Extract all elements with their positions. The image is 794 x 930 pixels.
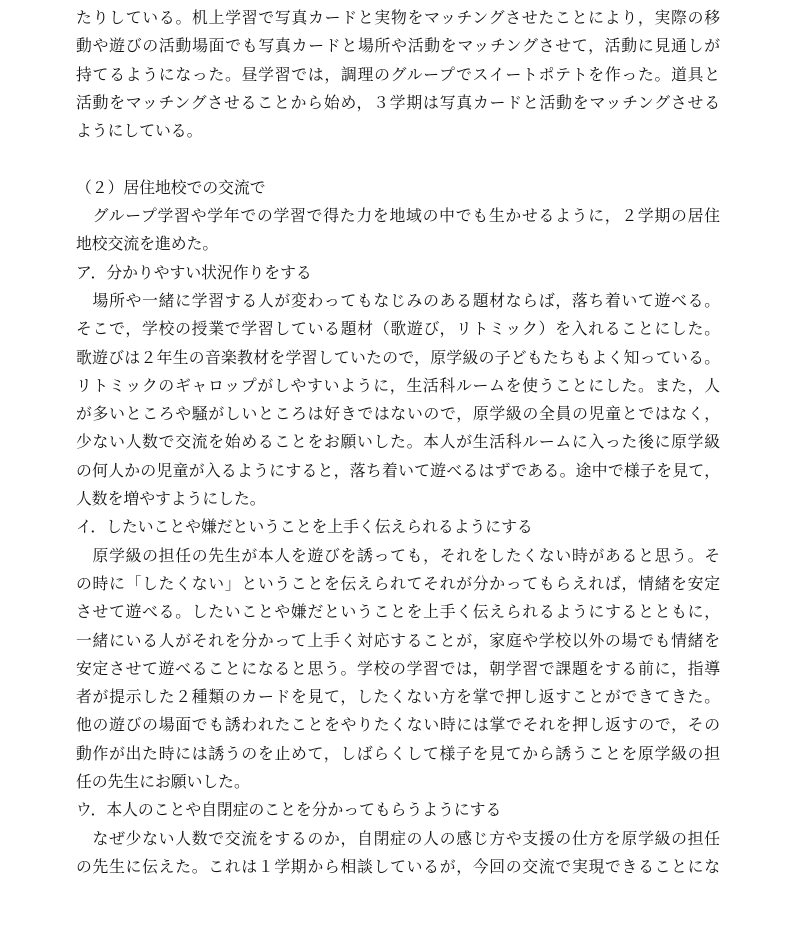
section-heading: ア．分かりやすい状況作りをする bbox=[76, 262, 312, 282]
paragraph-line: 地校交流を進めた。 bbox=[76, 234, 219, 254]
paragraph-line: が多いところや騒がしいところは好きではないので，原学級の全員の児童とではなく， bbox=[76, 404, 720, 424]
paragraph-line: の何人かの児童が入るようにすると，落ち着いて遊べるはずである。途中で様子を見て， bbox=[76, 460, 720, 480]
paragraph-line: の時に「したくない」ということを伝えられてそれが分かってもらえれば，情緒を安定 bbox=[76, 573, 720, 593]
paragraph-line: 動作が出た時には誘うのを止めて，しばらくして様子を見てから誘うことを原学級の担 bbox=[76, 743, 720, 763]
paragraph-line: 者が提示した２種類のカードを見て，したくない方を掌で押し返すことができてきた。 bbox=[76, 687, 720, 707]
paragraph-line: グループ学習や学年での学習で得た力を地域の中でも生かせるように，２学期の居住 bbox=[76, 206, 720, 226]
section-heading: （２）居住地校での交流で bbox=[76, 177, 266, 197]
section-heading: ウ．本人のことや自閉症のことを分かってもらうようにする bbox=[76, 800, 502, 820]
paragraph-line: たりしている。机上学習で写真カードと実物をマッチングさせたことにより，実際の移 bbox=[76, 8, 720, 27]
paragraph-line: ようにしている。 bbox=[76, 121, 203, 141]
paragraph-line: 安定させて遊べることになると思う。学校の学習では，朝学習で課題をする前に，指導 bbox=[76, 658, 720, 678]
paragraph-line: 一緒にいる人がそれを分かって上手く対応することが，家庭や学校以外の場でも情緒を bbox=[76, 630, 720, 650]
paragraph-line: 人数を増やすようにした。 bbox=[76, 489, 266, 509]
paragraph-line: 動や遊びの活動場面でも写真カードと場所や活動をマッチングさせて，活動に見通しが bbox=[76, 36, 720, 56]
paragraph-line: 任の先生にお願いした。 bbox=[76, 772, 250, 792]
paragraph-line: 少ない人数で交流を始めることをお願いした。本人が生活科ルームに入った後に原学級 bbox=[76, 432, 720, 452]
paragraph-line: の先生に伝えた。これは１学期から相談しているが，今回の交流で実現できることにな bbox=[76, 856, 720, 876]
paragraph-line: 場所や一緒に学習する人が変わってもなじみのある題材ならば，落ち着いて遊べる。 bbox=[76, 290, 720, 310]
paragraph-line: 歌遊びは２年生の音楽教材を学習していたので，原学級の子どもたちもよく知っている。 bbox=[76, 347, 720, 367]
paragraph-line: 他の遊びの場面でも誘われたことをやりたくない時には掌でそれを押し返すので，その bbox=[76, 715, 720, 735]
paragraph-line: 原学級の担任の先生が本人を遊びを誘っても，それをしたくない時があると思う。そ bbox=[76, 545, 720, 565]
paragraph-line: 活動をマッチングさせることから始め，３学期は写真カードと活動をマッチングさせる bbox=[76, 92, 720, 112]
paragraph-line: そこで，学校の授業で学習している題材（歌遊び，リトミック）を入れることにした。 bbox=[76, 319, 720, 339]
paragraph-line: させて遊べる。したいことや嫌だということを上手く伝えられるようにするとともに， bbox=[76, 602, 720, 622]
section-heading: イ．したいことや嫌だということを上手く伝えられるようにする bbox=[76, 517, 533, 537]
paragraph-line: リトミックのギャロップがしやすいように，生活科ルームを使うことにした。また，人 bbox=[76, 375, 720, 395]
blank-line bbox=[76, 145, 720, 173]
paragraph-line: 持てるようになった。昼学習では，調理のグループでスイートポテトを作った。道具と bbox=[76, 64, 720, 84]
paragraph-line: なぜ少ない人数で交流をするのか，自閉症の人の感じ方や支援の仕方を原学級の担任 bbox=[76, 828, 720, 848]
document-page bbox=[76, 4, 720, 881]
